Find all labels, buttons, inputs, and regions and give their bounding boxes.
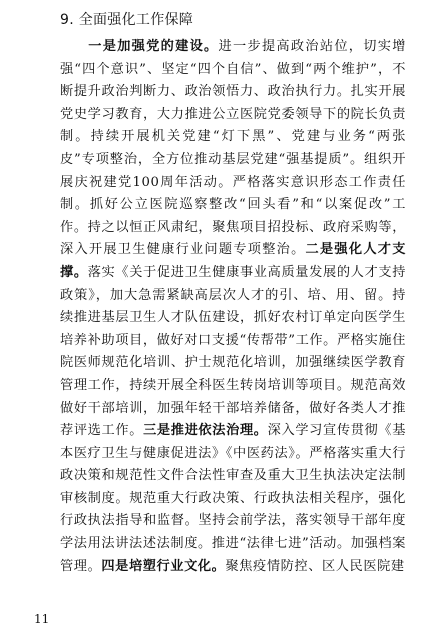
page-number: 11 [34, 612, 50, 626]
point-two-title: 二是强化人才支撑。 [60, 242, 406, 280]
point-four-title: 四是培塑行业文化。 [101, 558, 226, 574]
point-two-text: 落实《关于促进卫生健康事业高质量发展的人才支持政策》，加大急需紧缺高层次人才的引、培、用、留。持续推进基层卫生人才队伍建设，抓好农村订单定向医学生培养补助项目，做好对口支援“传帮带”工作。严格实施住院医师规范化培训、护士规范化培训，加强继续医学教育管理工作，持续开展全科医生转岗培训等项目。规范高效做好干部培训，加强年轻干部培养储备，做好各类人才推荐评选工作。 [60, 264, 406, 439]
section-paragraph [60, 36, 406, 578]
point-one-text: 进一步提高政治站位，切实增强“四个意识”、坚定“四个自信”、做到“两个维护”，不断提升政治判断力、政治领悟力、政治执行力。扎实开展党史学习教育，大力推进公立医院党委领导下的院长负责制。持续开展机关党建“灯下黑”、党建与业务“两张皮”专项整治，全方位推动基层党建“强基提质”。组织开展庆祝建党100周年活动。严格落实意识形态工作责任制。抓好公立医院巡察整改“回头看”和“以案促改”工作。持之以恒正风肃纪，聚焦项目招投标、政府采购等，深入开展卫生健康行业问题专项整治。 [60, 39, 406, 258]
section-heading: 9. 全面强化工作保障 [60, 12, 194, 28]
point-one-title: 一是加强党的建设。 [87, 39, 219, 54]
point-three-text: 深入学习宣传贯彻《基本医疗卫生与健康促进法》《中医药法》。严格落实重大行政决策和规范性文件合法性审查及重大卫生执法决定法制审核制度。规范重大行政决策、行政执法相关程序，强化行政执法指导和监督。坚持会前学法，落实领导干部年度学法用法讲法述法制度。推进“法律七进”活动。加强档案管理。 [60, 423, 407, 574]
point-three-title: 三是推进依法治理。 [143, 423, 268, 439]
point-four-text: 聚焦疫情防控、区人民医院建 [225, 558, 405, 574]
